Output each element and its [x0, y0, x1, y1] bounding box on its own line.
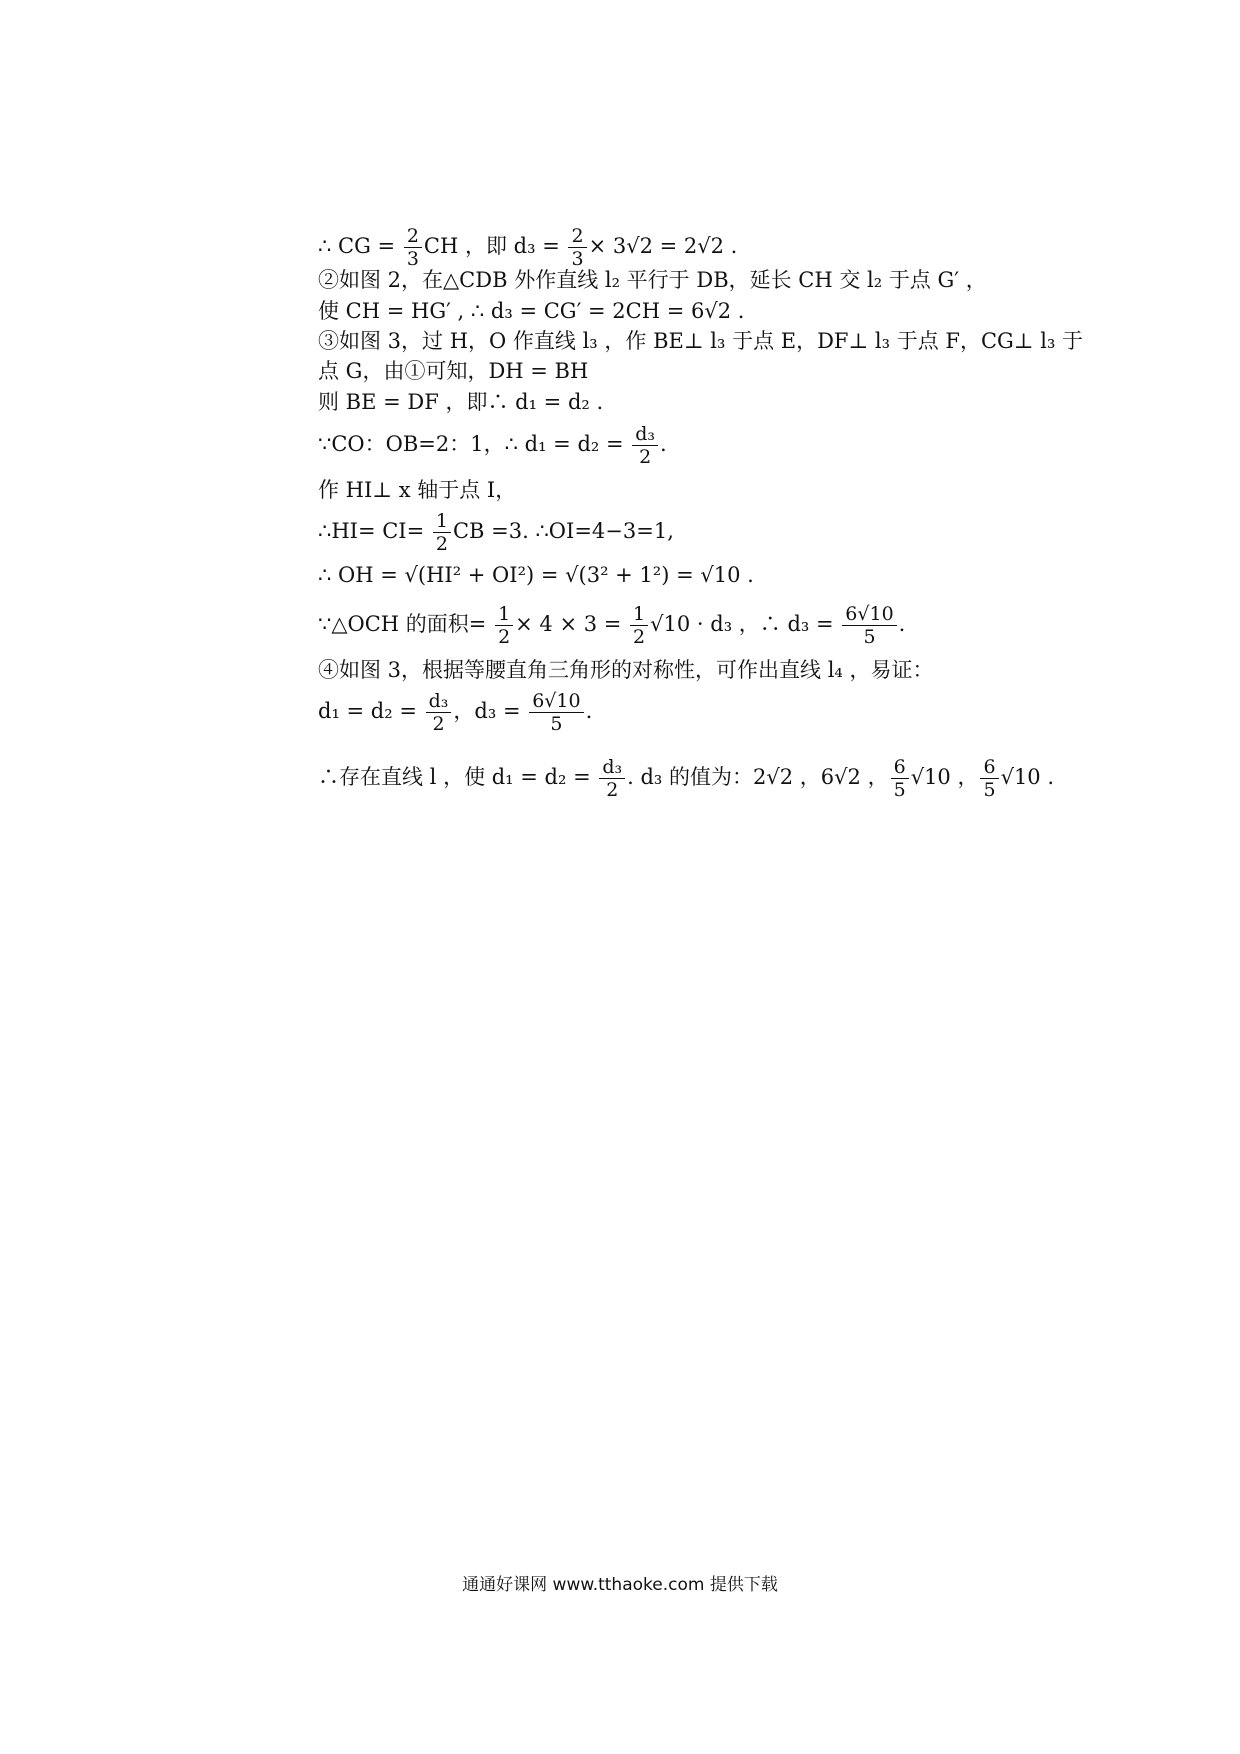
fraction-denominator: 2 — [606, 779, 619, 801]
fraction — [891, 756, 909, 801]
solution-line-10: ∴ OH = √(HI² + OI²) = √(3² + 1²) = √10 . — [318, 563, 754, 587]
fraction-numerator: 2 — [404, 225, 422, 248]
fraction-denominator: 5 — [983, 779, 996, 801]
solution-line-6: 则 BE = DF ，即∴ d₁ = d₂ . — [318, 390, 604, 414]
text-segment: ∵CO：OB=2：1，∴ d₁ = d₂ = — [318, 432, 631, 456]
text-segment: √10 · d₃ ，∴ d₃ = — [650, 612, 841, 636]
text-segment: CH ，即 d₃ = — [423, 234, 567, 258]
text-segment: ，d₃ = — [453, 699, 528, 723]
solution-line-2: ②如图 2，在△CDB 外作直线 l₂ 平行于 DB，延长 CH 交 l₂ 于点 G′ ， — [318, 268, 987, 292]
fraction-numerator: 6√10 — [842, 603, 896, 626]
fraction-numerator: 6√10 — [529, 690, 583, 713]
fraction — [632, 423, 658, 468]
text-segment: ∵△OCH 的面积= — [318, 612, 494, 636]
text-segment: √10 . — [1000, 765, 1055, 789]
fraction — [426, 690, 452, 735]
fraction-denominator: 5 — [550, 713, 563, 735]
text-segment: . d₃ 的值为：2√2 ，6√2 ， — [627, 765, 889, 789]
text-segment: ∴存在直线 l ，使 d₁ = d₂ = — [318, 765, 598, 789]
fraction-numerator: 1 — [630, 603, 648, 626]
fraction-denominator: 3 — [571, 248, 584, 270]
fraction — [433, 510, 451, 555]
fraction-numerator: 2 — [568, 225, 586, 248]
fraction-numerator: d₃ — [599, 756, 625, 779]
solution-line-3: 使 CH = HG′ , ∴ d₃ = CG′ = 2CH = 6√2 . — [318, 299, 745, 323]
fraction-numerator: 6 — [980, 756, 998, 779]
solution-line-9 — [318, 510, 674, 555]
solution-line-4: ③如图 3，过 H，O 作直线 l₃ ，作 BE⊥ l₃ 于点 E，DF⊥ l₃ 于点 F，CG⊥ l₃ 于 — [318, 329, 1084, 353]
text-segment: . — [898, 612, 906, 636]
fraction — [529, 690, 583, 735]
text-segment: √10 ， — [910, 765, 979, 789]
text-segment: ∴ CG = — [318, 234, 402, 258]
text-segment: . — [585, 699, 593, 723]
solution-line-8: 作 HI⊥ x 轴于点 I， — [318, 478, 517, 502]
fraction — [980, 756, 998, 801]
solution-line-7 — [318, 423, 667, 468]
text-segment: × 3√2 = 2√2 . — [588, 234, 738, 258]
solution-line-11 — [318, 603, 905, 648]
fraction — [842, 603, 896, 648]
fraction — [568, 225, 586, 270]
fraction-denominator: 5 — [893, 779, 906, 801]
solution-line-14 — [318, 756, 1054, 801]
fraction-denominator: 2 — [432, 713, 445, 735]
fraction-denominator: 5 — [863, 626, 876, 648]
fraction-denominator: 3 — [406, 248, 419, 270]
fraction — [630, 603, 648, 648]
fraction-denominator: 2 — [435, 533, 448, 555]
solution-line-1 — [318, 225, 737, 270]
solution-line-13 — [318, 690, 592, 735]
text-segment: CB =3. ∴OI=4−3=1, — [452, 519, 674, 543]
fraction-denominator: 2 — [498, 626, 511, 648]
fraction-denominator: 2 — [639, 446, 652, 468]
fraction — [404, 225, 422, 270]
fraction-numerator: 1 — [495, 603, 513, 626]
page-footer: 通通好课网 www.tthaoke.com 提供下载 — [462, 1575, 778, 1595]
fraction-numerator: 6 — [891, 756, 909, 779]
fraction-numerator: d₃ — [426, 690, 452, 713]
text-segment: d₁ = d₂ = — [318, 699, 424, 723]
text-segment: ∴HI= CI= — [318, 519, 431, 543]
fraction-numerator: d₃ — [632, 423, 658, 446]
solution-line-5: 点 G，由①可知，DH = BH — [318, 359, 589, 383]
text-segment: . — [660, 432, 667, 456]
fraction — [495, 603, 513, 648]
fraction-denominator: 2 — [633, 626, 646, 648]
solution-line-12: ④如图 3，根据等腰直角三角形的对称性，可作出直线 l₄ ，易证： — [318, 658, 934, 682]
fraction — [599, 756, 625, 801]
fraction-numerator: 1 — [433, 510, 451, 533]
text-segment: × 4 × 3 = — [515, 612, 629, 636]
